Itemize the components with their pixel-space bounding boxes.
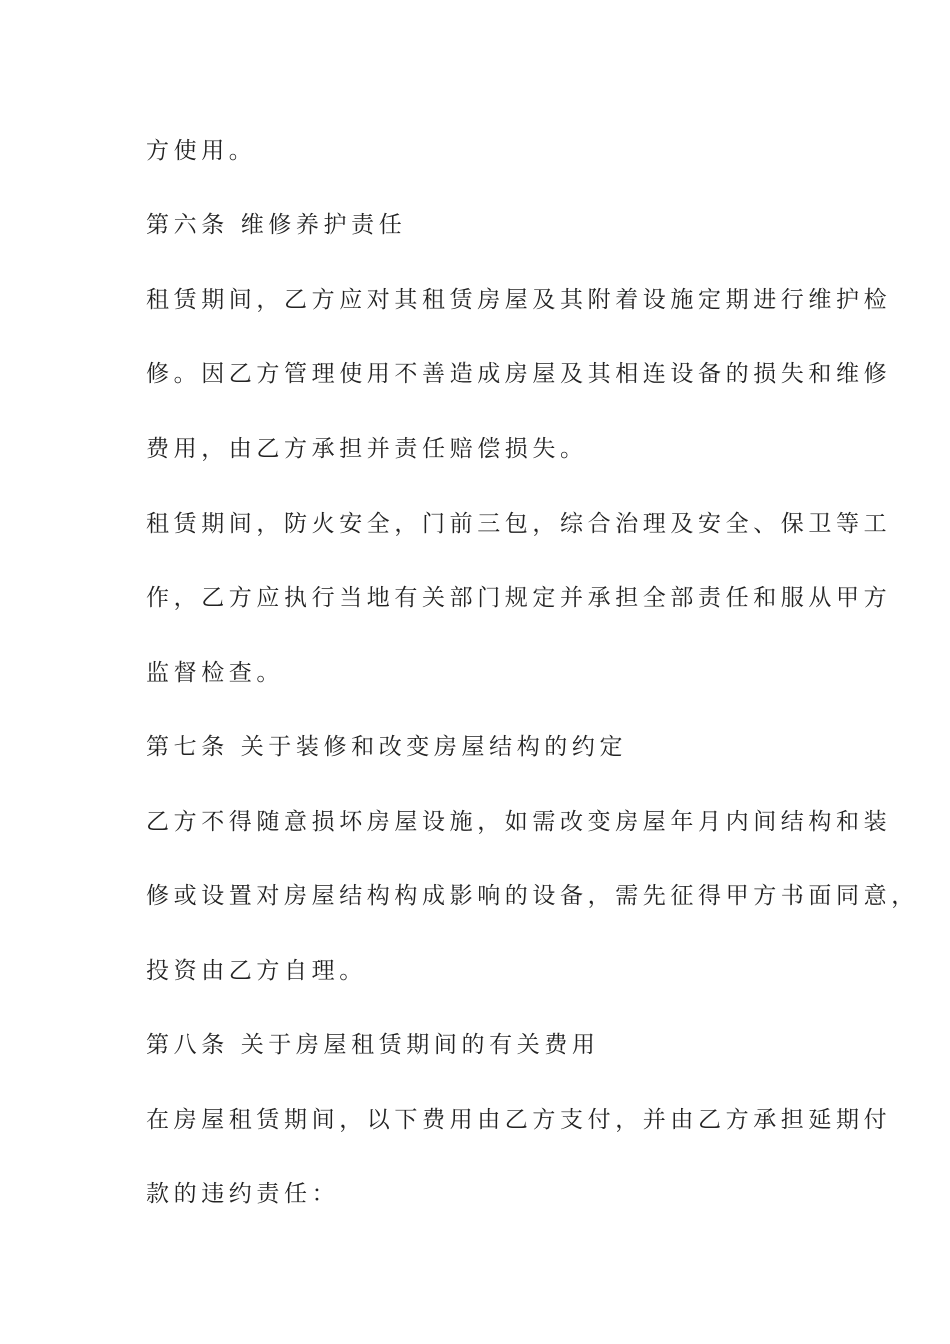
text-line: 乙方不得随意损坏房屋设施，如需改变房屋年月内间结构和装: [146, 809, 892, 835]
section-heading: 第七条 关于装修和改变房屋结构的约定: [146, 734, 628, 760]
text-line: 费用，由乙方承担并责任赔偿损失。: [146, 436, 588, 462]
text-line: 款的违约责任：: [146, 1181, 340, 1207]
section-heading: 第八条 关于房屋租赁期间的有关费用: [146, 1032, 600, 1058]
section-heading: 第六条 维修养护责任: [146, 212, 407, 238]
text-line: 作，乙方应执行当地有关部门规定并承担全部责任和服从甲方: [146, 585, 892, 611]
text-line: 租赁期间，乙方应对其租赁房屋及其附着设施定期进行维护检: [146, 287, 892, 313]
text-line: 投资由乙方自理。: [146, 958, 367, 984]
text-line: 修或设置对房屋结构构成影响的设备，需先征得甲方书面同意，: [146, 883, 919, 909]
text-line: 修。因乙方管理使用不善造成房屋及其相连设备的损失和维修: [146, 361, 892, 387]
text-line: 监督检查。: [146, 660, 284, 686]
text-line: 方使用。: [146, 138, 257, 164]
text-line: 在房屋租赁期间，以下费用由乙方支付，并由乙方承担延期付: [146, 1107, 892, 1133]
text-line: 租赁期间，防火安全，门前三包，综合治理及安全、保卫等工: [146, 511, 892, 537]
